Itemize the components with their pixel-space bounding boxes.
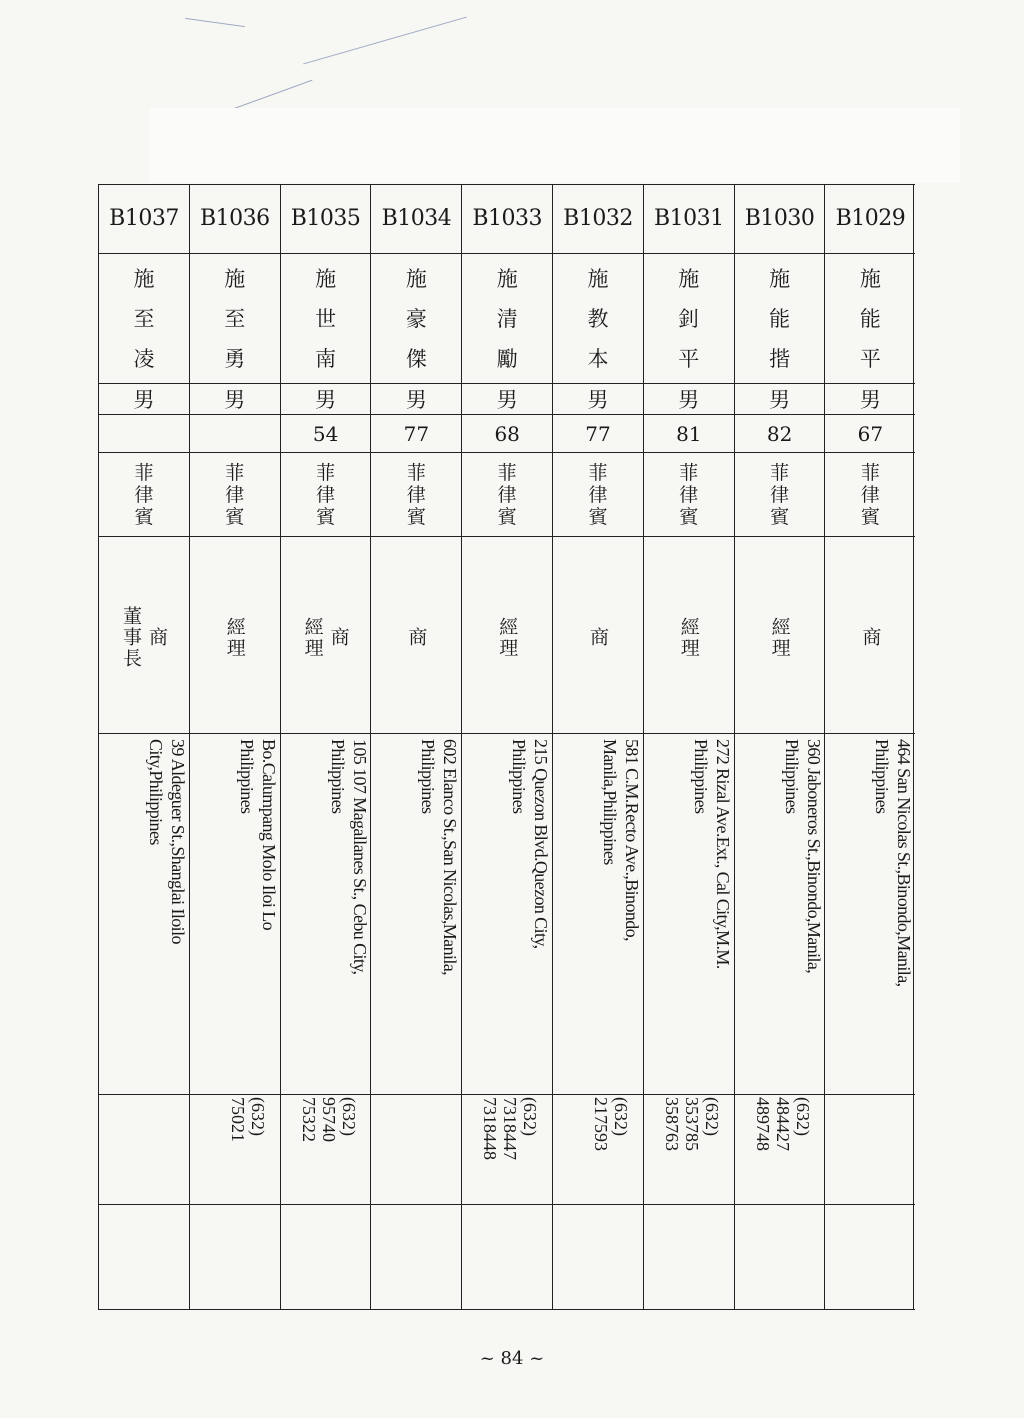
name-char: 本 xyxy=(587,347,609,371)
name-char: 施 xyxy=(859,267,881,291)
phone xyxy=(462,1093,552,1203)
address xyxy=(553,735,643,1091)
nationality-char: 賓 xyxy=(316,506,336,528)
nationality-char: 律 xyxy=(406,484,426,506)
record-id: B1029 xyxy=(835,205,906,231)
nationality xyxy=(190,454,280,536)
name-char: 施 xyxy=(315,267,337,291)
person-name xyxy=(825,254,915,382)
name-char: 施 xyxy=(587,267,609,291)
record-id: B1036 xyxy=(199,205,270,231)
address-line: Bo.Calumpang Molo Iloi Lo xyxy=(258,739,279,930)
age: 77 xyxy=(403,422,430,446)
occupation xyxy=(281,538,371,733)
age: 67 xyxy=(857,422,884,446)
record-column xyxy=(643,184,733,1310)
record-column xyxy=(824,184,914,1310)
table-rule xyxy=(98,1309,915,1310)
address-line: 215 Quezon Blvd.Quezon City, xyxy=(531,739,552,949)
record-id: B1031 xyxy=(653,205,724,231)
person-name xyxy=(553,254,643,382)
nationality-char: 賓 xyxy=(406,506,426,528)
address-text xyxy=(145,739,189,1089)
nationality-char: 賓 xyxy=(225,506,245,528)
page-number: ~ 84 ~ xyxy=(479,1348,545,1369)
address xyxy=(281,735,371,1091)
blank-area xyxy=(150,108,960,183)
name-char: 勵 xyxy=(496,347,518,371)
name-char: 施 xyxy=(224,267,246,291)
occupation-term: 董事長 xyxy=(120,606,142,669)
name-char: 傑 xyxy=(405,347,427,371)
phone-line: 358763 xyxy=(661,1097,682,1151)
name-char: 世 xyxy=(315,307,337,331)
table-rule xyxy=(98,1204,915,1205)
address-text xyxy=(781,739,825,1089)
record-column xyxy=(280,184,370,1310)
nationality xyxy=(825,454,915,536)
pen-mark xyxy=(303,17,467,65)
sex: 男 xyxy=(587,388,609,412)
nationality-char: 賓 xyxy=(497,506,517,528)
nationality-char: 律 xyxy=(770,484,790,506)
sex: 男 xyxy=(224,388,246,412)
address-line: Philippines xyxy=(872,739,893,814)
phone-line: (632) xyxy=(611,1097,631,1136)
name-char: 施 xyxy=(678,267,700,291)
sex: 男 xyxy=(496,388,518,412)
name-char: 凌 xyxy=(133,347,155,371)
name-char: 施 xyxy=(133,267,155,291)
phone-line: (632) xyxy=(520,1097,541,1136)
name-char: 平 xyxy=(859,347,881,371)
pen-mark xyxy=(228,80,313,112)
phone-text xyxy=(480,1097,540,1197)
name-char: 施 xyxy=(405,267,427,291)
address-line: City,Philippines xyxy=(146,739,166,845)
sex: 男 xyxy=(315,388,337,412)
nationality-char: 賓 xyxy=(588,506,608,528)
address-text xyxy=(508,739,552,1089)
table-rule xyxy=(98,414,915,415)
nationality-char: 律 xyxy=(134,484,154,506)
record-column xyxy=(552,184,642,1310)
occupation-term: 經理 xyxy=(496,616,519,659)
address-line: 464 San Nicolas St.,Binondo,Manila, xyxy=(894,739,915,987)
occupation xyxy=(462,538,552,733)
pen-mark xyxy=(185,18,245,27)
address xyxy=(644,735,734,1091)
record-id: B1034 xyxy=(381,205,452,231)
name-char: 清 xyxy=(496,307,518,331)
occupation-term: 商 xyxy=(587,627,609,648)
address-line: 360 Jaboneros St.,Binondo,Manila, xyxy=(803,739,824,974)
name-char: 施 xyxy=(496,267,518,291)
name-char: 平 xyxy=(678,347,700,371)
address-line: 105 107 Magallanes St., Cebu City, xyxy=(349,739,370,975)
phone xyxy=(553,1093,643,1203)
phone-line: 489748 xyxy=(752,1097,773,1151)
sex: 男 xyxy=(859,388,881,412)
table-rule xyxy=(98,452,915,453)
address-line: Philippines xyxy=(781,739,802,814)
occupation xyxy=(735,538,825,733)
name-char: 南 xyxy=(315,347,337,371)
occupation-term: 商 xyxy=(327,627,350,648)
nationality-char: 菲 xyxy=(588,462,608,484)
age xyxy=(190,416,280,452)
occupation-term: 經理 xyxy=(768,616,791,659)
address xyxy=(190,735,280,1091)
name-char: 釗 xyxy=(678,307,700,331)
table-rule xyxy=(98,733,915,734)
table-rule xyxy=(98,1094,915,1095)
address-line: Philippines xyxy=(418,739,439,814)
nationality xyxy=(735,454,825,536)
phone-text xyxy=(662,1097,722,1197)
table-rule xyxy=(98,383,915,384)
phone-line: 7318448 xyxy=(480,1097,501,1160)
age: 77 xyxy=(585,422,611,446)
address xyxy=(99,735,189,1091)
nationality-char: 菲 xyxy=(134,462,154,484)
record-id: B1035 xyxy=(290,205,361,231)
occupation xyxy=(825,538,915,733)
nationality-char: 菲 xyxy=(679,462,699,484)
occupation-term: 商 xyxy=(405,627,428,648)
address-line: Manila,Philippines xyxy=(600,739,620,865)
phone-text xyxy=(299,1097,359,1197)
phone xyxy=(190,1093,280,1203)
table-rule xyxy=(98,536,915,537)
phone xyxy=(825,1093,915,1203)
phone xyxy=(99,1093,189,1203)
name-char: 施 xyxy=(769,267,791,291)
address-text xyxy=(690,739,734,1089)
phone-line: 353785 xyxy=(681,1097,702,1151)
phone-text xyxy=(228,1097,268,1197)
nationality-char: 律 xyxy=(225,484,245,506)
address xyxy=(735,735,825,1091)
nationality-char: 律 xyxy=(497,484,517,506)
address-line: 39 Aldeguer St.,Shanglai Iloilo xyxy=(168,739,188,944)
nationality-char: 菲 xyxy=(497,462,517,484)
name-char: 能 xyxy=(769,307,791,331)
record-column xyxy=(370,184,460,1310)
nationality-char: 律 xyxy=(316,484,336,506)
name-char: 至 xyxy=(224,307,246,331)
record-column xyxy=(461,184,551,1310)
name-char: 能 xyxy=(859,307,881,331)
person-name xyxy=(281,254,371,382)
sex: 男 xyxy=(133,388,155,412)
sex: 男 xyxy=(405,388,427,412)
phone xyxy=(371,1093,461,1203)
name-char: 教 xyxy=(587,307,609,331)
address-text xyxy=(327,739,371,1089)
address-line: 272 Rizal Ave.Ext., Cal City,M.M. xyxy=(712,739,733,969)
occupation-term: 商 xyxy=(146,627,168,648)
occupation xyxy=(99,538,189,733)
record-table xyxy=(98,184,915,1310)
age: 54 xyxy=(312,422,339,446)
occupation-term: 經理 xyxy=(223,616,246,659)
occupation-term: 商 xyxy=(859,627,882,648)
occupation xyxy=(190,538,280,733)
address-line: 602 Elanco St.,San Nicolas,Manila, xyxy=(440,739,461,976)
record-column xyxy=(189,184,279,1310)
address-line: Philippines xyxy=(327,739,348,814)
nationality xyxy=(281,454,371,536)
nationality-char: 律 xyxy=(679,484,699,506)
phone-line: (632) xyxy=(338,1097,359,1136)
address-text xyxy=(871,739,915,1089)
phone-line: 75322 xyxy=(298,1097,319,1142)
address-line: Philippines xyxy=(690,739,711,814)
name-char: 勇 xyxy=(224,347,246,371)
nationality xyxy=(371,454,461,536)
occupation xyxy=(553,538,643,733)
phone-text xyxy=(591,1097,631,1197)
sex: 男 xyxy=(769,388,791,412)
phone-text xyxy=(753,1097,813,1197)
person-name xyxy=(735,254,825,382)
record-id: B1033 xyxy=(472,205,543,231)
table-rule xyxy=(98,184,915,185)
nationality xyxy=(644,454,734,536)
name-char: 豪 xyxy=(405,307,427,331)
address-text xyxy=(236,739,280,1089)
address xyxy=(825,735,915,1091)
nationality-char: 律 xyxy=(860,484,880,506)
occupation xyxy=(371,538,461,733)
nationality-char: 賓 xyxy=(134,506,154,528)
nationality-char: 菲 xyxy=(860,462,880,484)
age: 68 xyxy=(494,422,520,446)
record-id: B1030 xyxy=(744,205,815,231)
table-rule xyxy=(98,253,915,254)
address-line: Philippines xyxy=(236,739,257,814)
nationality xyxy=(462,454,552,536)
occupation xyxy=(644,538,734,733)
record-id: B1032 xyxy=(563,205,633,231)
nationality xyxy=(553,454,643,536)
phone-line: (632) xyxy=(792,1097,813,1136)
person-name xyxy=(371,254,461,382)
address-text xyxy=(599,739,643,1089)
nationality-char: 賓 xyxy=(770,506,790,528)
phone-line: (632) xyxy=(247,1097,268,1136)
phone-line: 95740 xyxy=(318,1097,339,1142)
person-name xyxy=(462,254,552,382)
address-line: Philippines xyxy=(509,739,530,814)
phone-line: (632) xyxy=(701,1097,722,1136)
name-char: 揩 xyxy=(769,347,791,371)
phone-line: 75021 xyxy=(227,1097,248,1142)
address-line: 581 C.M.Recto Ave.,Binondo, xyxy=(622,739,642,941)
record-column xyxy=(734,184,824,1310)
address xyxy=(462,735,552,1091)
nationality-char: 律 xyxy=(588,484,608,506)
sex: 男 xyxy=(678,388,700,412)
occupation-term: 經理 xyxy=(677,616,700,659)
nationality-char: 賓 xyxy=(679,506,699,528)
nationality-char: 菲 xyxy=(770,462,790,484)
person-name xyxy=(190,254,280,382)
age: 82 xyxy=(766,422,793,446)
person-name xyxy=(644,254,734,382)
nationality-char: 賓 xyxy=(860,506,880,528)
record-id: B1037 xyxy=(109,205,179,231)
phone xyxy=(281,1093,371,1203)
age: 81 xyxy=(676,422,702,446)
nationality xyxy=(99,454,189,536)
phone-line: 217593 xyxy=(591,1097,611,1151)
age xyxy=(99,416,189,452)
nationality-char: 菲 xyxy=(225,462,245,484)
phone-line: 484427 xyxy=(772,1097,793,1151)
record-column xyxy=(98,184,188,1310)
phone-line: 7318447 xyxy=(500,1097,521,1160)
name-char: 至 xyxy=(133,307,155,331)
occupation-term: 經理 xyxy=(301,616,324,659)
nationality-char: 菲 xyxy=(406,462,426,484)
address xyxy=(371,735,461,1091)
nationality-char: 菲 xyxy=(316,462,336,484)
person-name xyxy=(99,254,189,382)
phone xyxy=(735,1093,825,1203)
phone xyxy=(644,1093,734,1203)
address-text xyxy=(417,739,461,1089)
